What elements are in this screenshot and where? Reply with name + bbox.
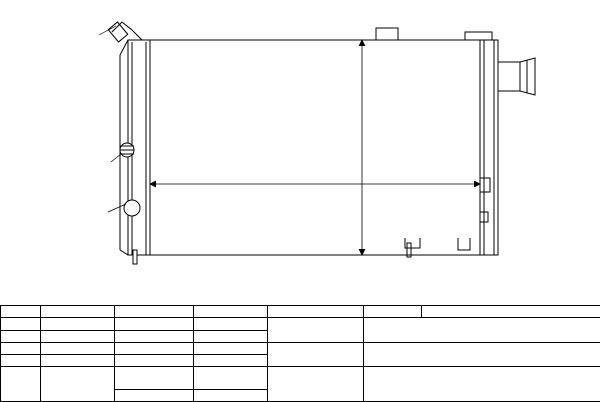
value-make-model xyxy=(364,342,600,367)
others-part-number xyxy=(41,367,115,402)
label-diagram-modify-reason xyxy=(268,318,364,343)
behr-part-number xyxy=(41,342,115,354)
brand-kvr xyxy=(1,306,41,318)
value-material xyxy=(194,355,268,367)
nissens-part-number xyxy=(41,318,115,330)
label-diagram-modify-date xyxy=(422,306,600,318)
label-others xyxy=(1,367,41,402)
brand-stellox xyxy=(1,355,41,367)
value-diagram-modify-reason xyxy=(364,318,600,343)
kvr-part-number xyxy=(41,306,115,318)
label-transmission-type xyxy=(115,367,194,389)
width-dimension xyxy=(150,181,480,187)
brand-nissens xyxy=(1,318,41,330)
label-product-group xyxy=(115,306,194,318)
label-core-size xyxy=(115,342,194,354)
value-oem xyxy=(364,367,600,402)
bottom-pegs xyxy=(133,243,411,264)
height-dimension xyxy=(359,40,365,255)
brand-behr xyxy=(1,342,41,354)
label-craft-type xyxy=(115,318,194,330)
upper-hose-fitting xyxy=(120,143,134,157)
value-supplementary xyxy=(194,389,268,401)
specification-table xyxy=(0,305,600,402)
value-core-size xyxy=(194,342,268,354)
label-rows-number xyxy=(115,330,194,342)
value-craft-type xyxy=(194,318,268,330)
brand-ava xyxy=(1,330,41,342)
ava-part-number xyxy=(41,330,115,342)
core-outline xyxy=(150,40,480,255)
drain-plug-fitting xyxy=(124,200,140,216)
label-diagram-date xyxy=(268,306,364,318)
label-material xyxy=(115,355,194,367)
label-supplementary xyxy=(115,389,194,401)
label-make-model xyxy=(268,342,364,367)
value-rows-number xyxy=(194,330,268,342)
value-diagram-date xyxy=(364,306,422,318)
stellox-part-number xyxy=(41,355,115,367)
left-tank xyxy=(108,22,150,255)
value-transmission-type xyxy=(194,367,268,389)
label-oem xyxy=(268,367,364,402)
right-tank xyxy=(376,28,535,255)
value-product-group xyxy=(194,306,268,318)
